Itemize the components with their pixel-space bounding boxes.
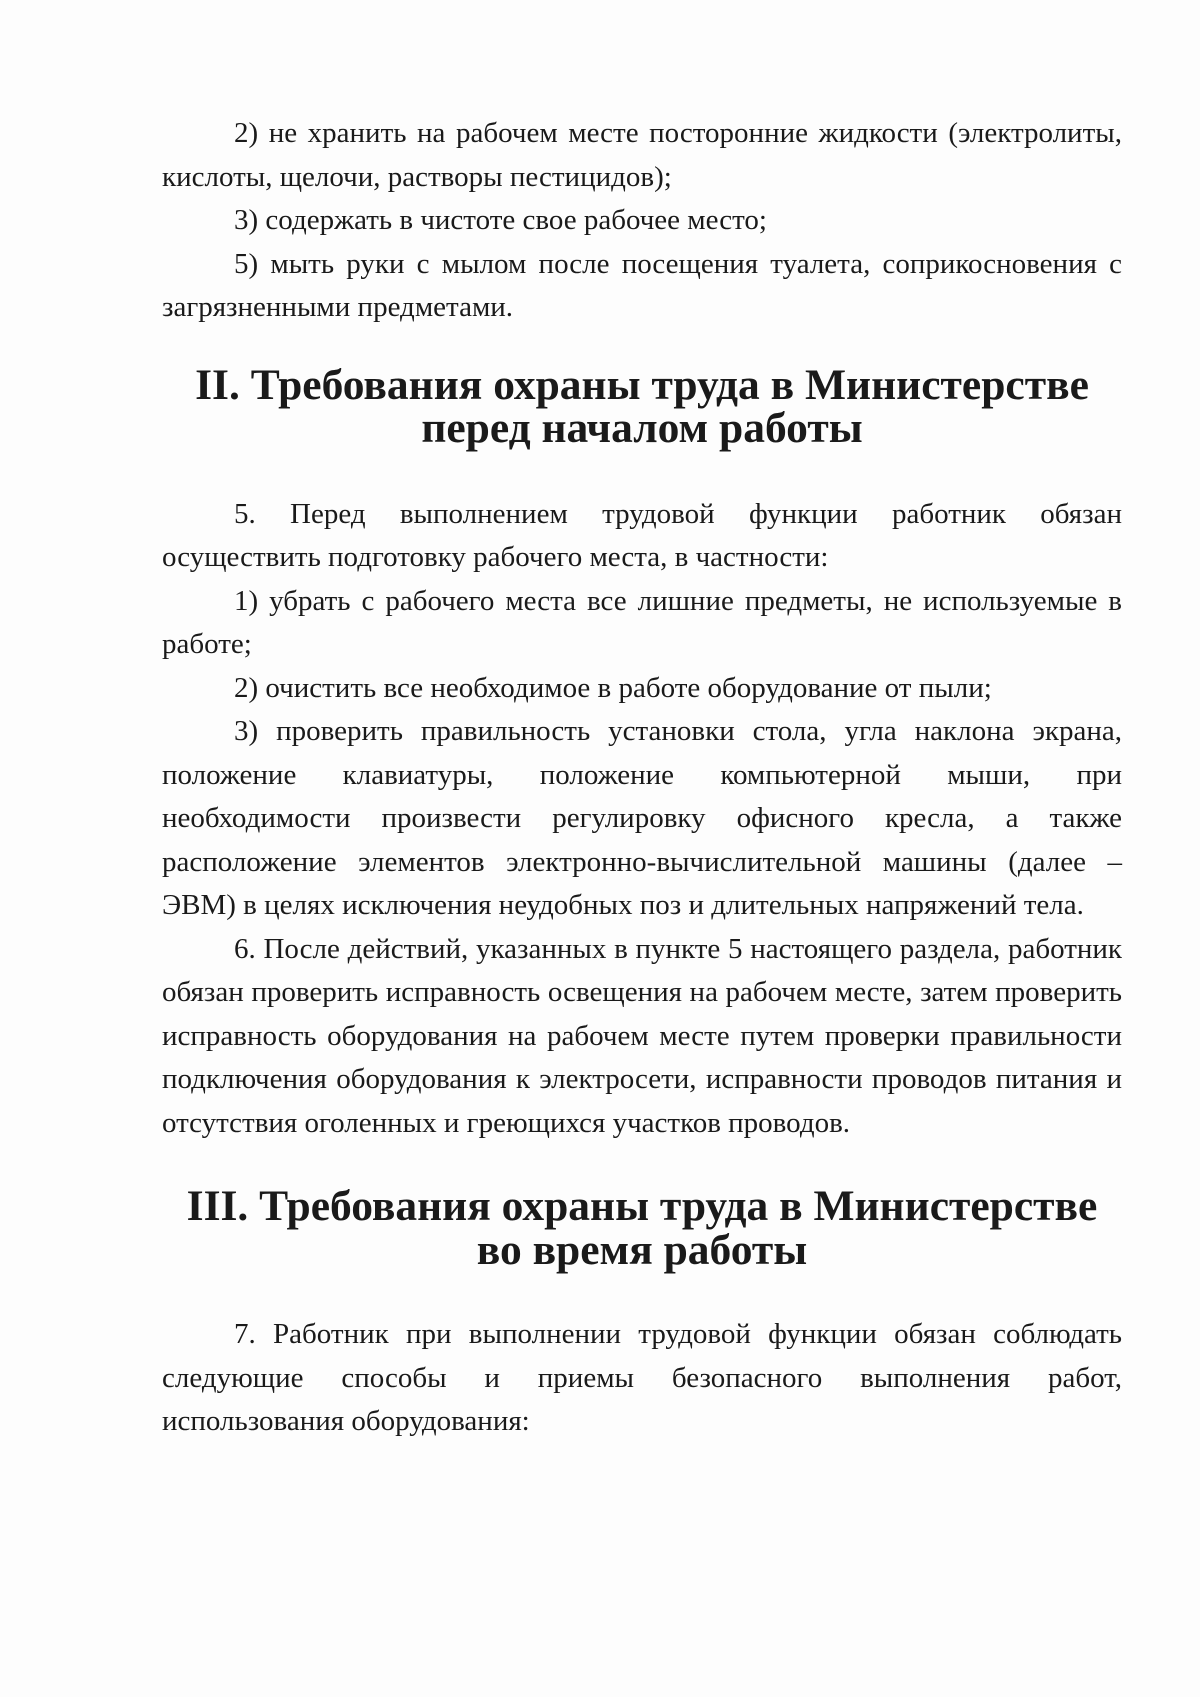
paragraph-item-6: 6. После действий, указанных в пункте 5 настоящего раздела, работник обязан проверить исправность освещения на рабочем месте, затем проверить исправность оборудования на рабочем месте путем проверки правильности подключения оборудования к электросети, исправности проводов питания и отсутствия оголенных и греющихся участков проводов. <box>162 932 1122 1139</box>
section-2-heading-line-1: II. Требования охраны труда в Министерстве <box>195 360 1089 409</box>
section-2-heading <box>162 360 1122 452</box>
list-item-keep-no-liquids: 2) не хранить на рабочем месте посторонние жидкости (электролиты, кислоты, щелочи, растворы пестицидов); <box>162 117 1122 193</box>
paragraph-item-7: 7. Работник при выполнении трудовой функции обязан соблюдать следующие способы и приемы безопасного выполнения работ, использования оборудования: <box>162 1318 1122 1437</box>
section-2-heading-line-2: перед началом работы <box>421 404 863 452</box>
list-item-wash-hands: 5) мыть руки с мылом после посещения туалета, соприкосновения с загрязненными предметами. <box>162 247 1122 323</box>
list-item-remove-objects: 1) убрать с рабочего места все лишние предметы, не используемые в работе; <box>162 584 1122 660</box>
list-item-keep-clean: 3) содержать в чистоте свое рабочее место; <box>234 204 767 236</box>
section-3-heading: III. Требования охраны труда в Министерстве во время работы <box>186 1182 1098 1274</box>
paragraph-item-5: 5. Перед выполнением трудовой функции работник обязан осуществить подготовку рабочего места, в частности: <box>162 497 1122 573</box>
list-item-clean-dust: 2) очистить все необходимое в работе оборудование от пыли; <box>234 671 992 704</box>
list-item-check-setup: 3) проверить правильность установки стола, угла наклона экрана, положение клавиатуры, положение компьютерной мыши, при необходимости произвести регулировку офисного кресла, а также расположение элементов электронно-вычислительной машины (далее – ЭВМ) в целях исключения неудобных поз и длительных напряжений тела. <box>162 715 1122 921</box>
